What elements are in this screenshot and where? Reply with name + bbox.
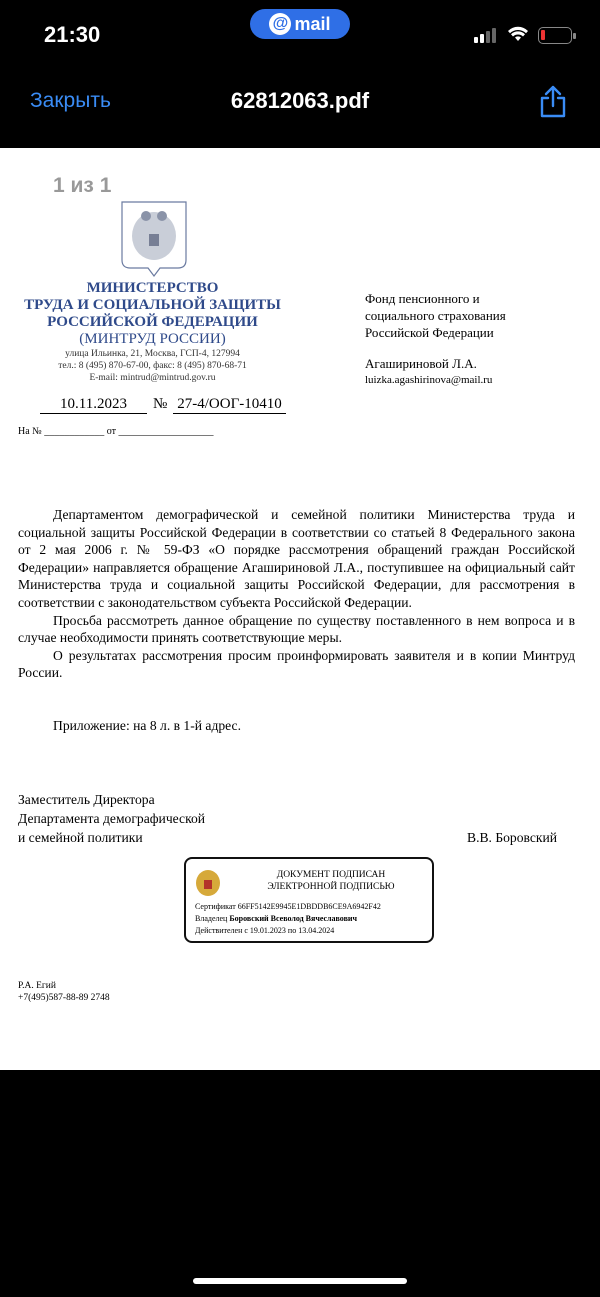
reference-line: На № ____________ от ___________________: [18, 426, 214, 437]
stamp-owner: Боровский Всеволод Вячеславович: [229, 914, 358, 923]
signer-name: В.В. Боровский: [467, 830, 558, 845]
stamp-owner-label: Владелец: [195, 914, 228, 923]
body-paragraph: Департаментом демографической и семейной политики Министерства труда и социальной защиты Российской Федерации в соответствии со статьей 8 Федерального закона от 2 мая 2006 г. № 59-ФЗ «О порядке рассмотрения обращений граждан Российской Федерации» направляется обращение Агашириновой Л.А., поступившее на официальный сайт Министерства труда и социальной защиты Российской Федерации, для рассмотрения в соответствии с законодательством субъекта Российской Федерации.: [18, 507, 575, 610]
signer-line: и семейной политики: [18, 830, 143, 845]
document-title: 62812063.pdf: [230, 88, 370, 113]
recipient-block: [365, 290, 506, 389]
document-number: 27-4/ООГ-10410: [173, 396, 286, 414]
battery-icon: [538, 27, 572, 44]
recipient-name: Агашириновой Л.А.: [365, 356, 477, 371]
ministry-address: улица Ильинка, 21, Москва, ГСП-4, 127994: [65, 349, 240, 359]
letter-body: [18, 506, 575, 682]
stamp-validity: Действителен с 19.01.2023 по 13.04.2024: [195, 926, 335, 935]
ministry-line: РОССИЙСКОЙ ФЕДЕРАЦИИ: [47, 314, 258, 330]
app-pill-label: mail: [294, 13, 331, 34]
close-button[interactable]: Закрыть: [30, 89, 111, 112]
share-icon[interactable]: [538, 84, 568, 118]
ministry-short-name: (МИНТРУД РОССИИ): [79, 331, 226, 347]
home-indicator[interactable]: [193, 1278, 407, 1284]
ministry-email: E-mail: mintrud@mintrud.gov.ru: [89, 373, 216, 383]
e-signature-stamp: [184, 857, 434, 943]
coat-of-arms-icon: [120, 200, 188, 278]
signer-title: [18, 790, 205, 847]
body-paragraph: Просьба рассмотреть данное обращение по существу поставленного в нем вопроса и в случае необходимости принять соответствующие меры.: [18, 612, 575, 646]
ministry-line: ТРУДА И СОЦИАЛЬНОЙ ЗАЩИТЫ: [24, 297, 281, 313]
stamp-heading: ДОКУМЕНТ ПОДПИСАН: [276, 870, 386, 880]
signer-line: Департамента демографической: [18, 811, 206, 826]
wifi-icon: [506, 24, 530, 47]
coat-of-arms-icon: [195, 867, 221, 897]
nav-bar: [0, 70, 600, 136]
cellular-signal-icon: [474, 28, 496, 43]
executor-phone: +7(495)587-88-89 2748: [18, 993, 110, 1003]
document-date: 10.11.2023: [40, 396, 147, 414]
recipient-line: Российской Федерации: [365, 325, 494, 340]
signer-line: Заместитель Директора: [18, 792, 155, 807]
registration-line: [40, 396, 286, 414]
recipient-email: luizka.agashirinova@mail.ru: [365, 374, 493, 386]
page-indicator: 1 из 1: [53, 174, 112, 197]
attachment-note: Приложение: на 8 л. в 1-й адрес.: [53, 718, 241, 733]
recipient-line: Фонд пенсионного и: [365, 291, 480, 306]
stamp-heading: ЭЛЕКТРОННОЙ ПОДПИСЬЮ: [267, 882, 395, 892]
ministry-line: МИНИСТЕРСТВО: [86, 280, 219, 296]
executor-info: [18, 980, 110, 1004]
mail-app-pill[interactable]: [250, 9, 350, 39]
executor-name: Р.А. Егий: [18, 981, 56, 991]
stamp-certificate: Сертификат 66FF5142E9945E1DBDDB6CE9A6942F42: [195, 902, 381, 911]
clock: 21:30: [44, 22, 101, 47]
body-paragraph: О результатах рассмотрения просим проинформировать заявителя и в копии Минтруд России.: [18, 647, 575, 681]
ministry-letterhead: [0, 280, 305, 384]
pdf-page: [0, 148, 600, 1070]
status-bar: [0, 0, 600, 70]
ministry-phone: тел.: 8 (495) 870-67-00, факс: 8 (495) 870-68-71: [58, 361, 247, 371]
number-sign: №: [152, 396, 168, 412]
at-icon: @: [269, 13, 291, 35]
recipient-line: социального страхования: [365, 308, 506, 323]
